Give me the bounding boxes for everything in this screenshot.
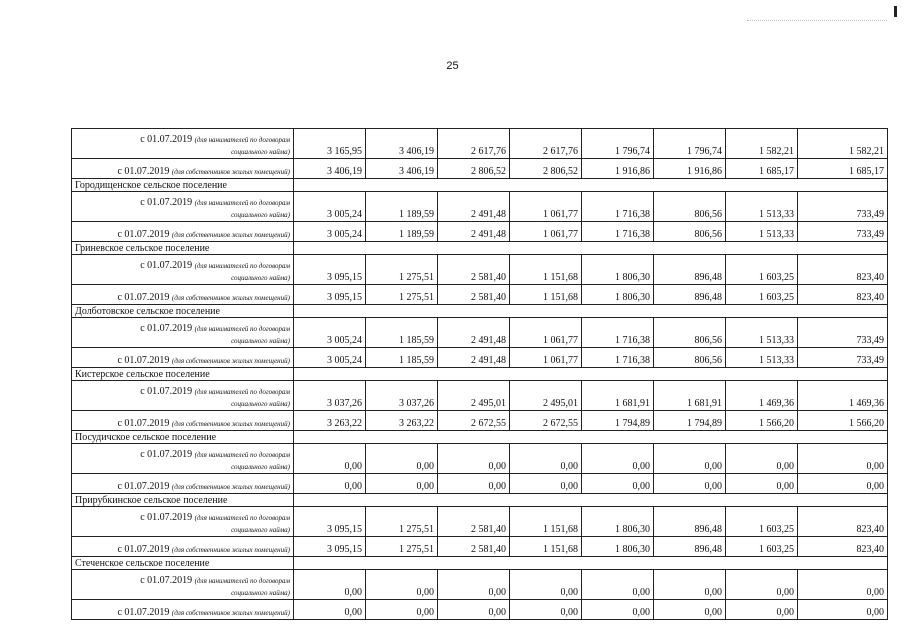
value-cell: 896,48 [654, 537, 726, 557]
value-cell: 0,00 [366, 444, 438, 474]
value-cell: 1 566,20 [726, 411, 798, 431]
value-cell: 2 581,40 [438, 537, 510, 557]
row-note: (для собственников жилых помещений) [171, 546, 290, 554]
row-note: (для собственников жилых помещений) [171, 168, 290, 176]
settlement-row-filler [294, 431, 888, 444]
settlement-name: Прирубкинское сельское поселение [72, 494, 294, 507]
value-cell: 2 617,76 [438, 129, 510, 159]
row-label-line1 [75, 197, 290, 209]
tariff-row [72, 444, 888, 474]
settlement-row-filler [294, 368, 888, 381]
value-cell: 1 275,51 [366, 537, 438, 557]
tariff-row [72, 474, 888, 494]
value-cell: 0,00 [798, 570, 888, 600]
value-cell: 1 189,59 [366, 192, 438, 222]
settlement-header-row [72, 368, 888, 381]
value-cell: 0,00 [582, 474, 654, 494]
value-cell: 823,40 [798, 537, 888, 557]
row-note: (для нанимателей по договорам [194, 325, 290, 333]
settlement-name: Гриневское сельское поселение [72, 242, 294, 255]
value-cell: 0,00 [582, 600, 654, 620]
value-cell: 0,00 [294, 600, 366, 620]
row-note: (для нанимателей по договорам [194, 262, 290, 270]
value-cell: 2 491,48 [438, 222, 510, 242]
row-label [72, 222, 294, 242]
value-cell: 3 406,19 [366, 159, 438, 179]
settlement-header-row [72, 242, 888, 255]
value-cell: 3 165,95 [294, 129, 366, 159]
row-label [72, 318, 294, 348]
value-cell: 896,48 [654, 285, 726, 305]
settlement-row-filler [294, 305, 888, 318]
value-cell: 3 037,26 [294, 381, 366, 411]
value-cell: 1 603,25 [726, 537, 798, 557]
row-note-line2: социального найма) [231, 337, 290, 345]
value-cell: 3 095,15 [294, 285, 366, 305]
value-cell: 3 005,24 [294, 318, 366, 348]
value-cell: 1 275,51 [366, 507, 438, 537]
value-cell: 1 151,68 [510, 507, 582, 537]
row-date: с 01.07.2019 [140, 323, 193, 334]
value-cell: 1 603,25 [726, 255, 798, 285]
value-cell: 2 617,76 [510, 129, 582, 159]
row-date: с 01.07.2019 [117, 166, 170, 177]
row-label-line1 [75, 575, 290, 587]
row-note: (для нанимателей по договорам [194, 451, 290, 459]
value-cell: 1 806,30 [582, 285, 654, 305]
value-cell: 1 275,51 [366, 285, 438, 305]
row-label [72, 507, 294, 537]
row-note: (для собственников жилых помещений) [171, 294, 290, 302]
value-cell: 2 581,40 [438, 255, 510, 285]
settlement-name: Посудичское сельское поселение [72, 431, 294, 444]
settlement-name: Городищенское сельское поселение [72, 179, 294, 192]
value-cell: 1 916,86 [582, 159, 654, 179]
value-cell: 0,00 [654, 600, 726, 620]
value-cell: 896,48 [654, 507, 726, 537]
value-cell: 1 716,38 [582, 222, 654, 242]
settlement-row-filler [294, 179, 888, 192]
value-cell: 2 806,52 [438, 159, 510, 179]
value-cell: 806,56 [654, 192, 726, 222]
value-cell: 0,00 [510, 600, 582, 620]
value-cell: 1 185,59 [366, 318, 438, 348]
tariff-row [72, 411, 888, 431]
value-cell: 2 806,52 [510, 159, 582, 179]
value-cell: 0,00 [582, 444, 654, 474]
tariff-table [71, 128, 888, 620]
tariff-table-body [72, 129, 888, 620]
tariff-row [72, 159, 888, 179]
value-cell: 806,56 [654, 222, 726, 242]
tariff-row [72, 600, 888, 620]
row-note-line2: социального найма) [231, 211, 290, 219]
row-label [72, 570, 294, 600]
value-cell: 0,00 [654, 444, 726, 474]
row-note-line2: социального найма) [231, 463, 290, 471]
row-label [72, 600, 294, 620]
row-date: с 01.07.2019 [117, 229, 170, 240]
value-cell: 3 263,22 [366, 411, 438, 431]
value-cell: 0,00 [798, 474, 888, 494]
row-note: (для нанимателей по договорам [194, 136, 290, 144]
value-cell: 733,49 [798, 222, 888, 242]
row-note-line2: социального найма) [231, 589, 290, 597]
value-cell: 1 513,33 [726, 318, 798, 348]
value-cell: 0,00 [654, 570, 726, 600]
value-cell: 0,00 [294, 474, 366, 494]
value-cell: 1 681,91 [654, 381, 726, 411]
value-cell: 3 037,26 [366, 381, 438, 411]
value-cell: 823,40 [798, 507, 888, 537]
tariff-row [72, 318, 888, 348]
row-label [72, 192, 294, 222]
row-label [72, 129, 294, 159]
value-cell: 0,00 [366, 570, 438, 600]
row-date: с 01.07.2019 [140, 449, 193, 460]
value-cell: 2 581,40 [438, 285, 510, 305]
row-note: (для нанимателей по договорам [194, 514, 290, 522]
row-date: с 01.07.2019 [140, 575, 193, 586]
tariff-row [72, 570, 888, 600]
value-cell: 2 491,48 [438, 192, 510, 222]
value-cell: 806,56 [654, 318, 726, 348]
settlement-name: Кистерское сельское поселение [72, 368, 294, 381]
value-cell: 733,49 [798, 348, 888, 368]
value-cell: 1 185,59 [366, 348, 438, 368]
settlement-name: Долботовское сельское поселение [72, 305, 294, 318]
value-cell: 0,00 [726, 600, 798, 620]
value-cell: 1 681,91 [582, 381, 654, 411]
row-note: (для собственников жилых помещений) [171, 609, 290, 617]
value-cell: 1 794,89 [654, 411, 726, 431]
row-label-line1 [75, 449, 290, 461]
value-cell: 1 916,86 [654, 159, 726, 179]
value-cell: 1 151,68 [510, 255, 582, 285]
settlement-header-row [72, 179, 888, 192]
tariff-row [72, 192, 888, 222]
value-cell: 0,00 [726, 570, 798, 600]
value-cell: 806,56 [654, 348, 726, 368]
value-cell: 1 513,33 [726, 348, 798, 368]
settlement-row-filler [294, 242, 888, 255]
row-date: с 01.07.2019 [140, 197, 193, 208]
value-cell: 0,00 [798, 444, 888, 474]
value-cell: 1 603,25 [726, 507, 798, 537]
row-label-line1 [75, 260, 290, 272]
value-cell: 1 716,38 [582, 192, 654, 222]
row-label-line1 [75, 386, 290, 398]
tariff-row [72, 255, 888, 285]
value-cell: 3 406,19 [294, 159, 366, 179]
row-label [72, 159, 294, 179]
tariff-row [72, 537, 888, 557]
value-cell: 0,00 [510, 474, 582, 494]
value-cell: 733,49 [798, 318, 888, 348]
row-date: с 01.07.2019 [117, 418, 170, 429]
value-cell: 3 005,24 [294, 222, 366, 242]
value-cell: 0,00 [726, 444, 798, 474]
value-cell: 1 806,30 [582, 507, 654, 537]
value-cell: 2 672,55 [510, 411, 582, 431]
value-cell: 823,40 [798, 285, 888, 305]
row-note-line2: социального найма) [231, 400, 290, 408]
value-cell: 3 095,15 [294, 255, 366, 285]
value-cell: 1 469,36 [726, 381, 798, 411]
row-label [72, 381, 294, 411]
value-cell: 1 582,21 [798, 129, 888, 159]
value-cell: 1 513,33 [726, 222, 798, 242]
value-cell: 1 796,74 [582, 129, 654, 159]
value-cell: 1 716,38 [582, 318, 654, 348]
row-label-line1 [75, 512, 290, 524]
row-note: (для нанимателей по договорам [194, 388, 290, 396]
settlement-header-row [72, 494, 888, 507]
value-cell: 0,00 [510, 444, 582, 474]
value-cell: 1 061,77 [510, 222, 582, 242]
value-cell: 1 796,74 [654, 129, 726, 159]
settlement-row-filler [294, 494, 888, 507]
row-note-line2: социального найма) [231, 148, 290, 156]
value-cell: 0,00 [366, 474, 438, 494]
value-cell: 1 061,77 [510, 348, 582, 368]
row-date: с 01.07.2019 [117, 355, 170, 366]
scan-mark [894, 6, 897, 17]
value-cell: 0,00 [438, 600, 510, 620]
row-label [72, 348, 294, 368]
value-cell: 1 716,38 [582, 348, 654, 368]
settlement-header-row [72, 557, 888, 570]
row-label [72, 537, 294, 557]
value-cell: 733,49 [798, 192, 888, 222]
settlement-row-filler [294, 557, 888, 570]
value-cell: 1 189,59 [366, 222, 438, 242]
row-label-line1 [75, 134, 290, 146]
value-cell: 1 061,77 [510, 192, 582, 222]
value-cell: 1 794,89 [582, 411, 654, 431]
row-label [72, 474, 294, 494]
value-cell: 0,00 [438, 570, 510, 600]
value-cell: 1 806,30 [582, 255, 654, 285]
row-label [72, 255, 294, 285]
value-cell: 2 495,01 [510, 381, 582, 411]
tariff-row [72, 381, 888, 411]
row-date: с 01.07.2019 [140, 260, 193, 271]
value-cell: 0,00 [798, 600, 888, 620]
row-note: (для собственников жилых помещений) [171, 420, 290, 428]
value-cell: 1 603,25 [726, 285, 798, 305]
value-cell: 0,00 [294, 570, 366, 600]
value-cell: 0,00 [654, 474, 726, 494]
value-cell: 0,00 [366, 600, 438, 620]
tariff-row [72, 129, 888, 159]
value-cell: 3 005,24 [294, 348, 366, 368]
value-cell: 3 095,15 [294, 537, 366, 557]
row-date: с 01.07.2019 [117, 544, 170, 555]
value-cell: 0,00 [438, 444, 510, 474]
value-cell: 0,00 [294, 444, 366, 474]
row-note: (для собственников жилых помещений) [171, 357, 290, 365]
value-cell: 1 151,68 [510, 537, 582, 557]
value-cell: 3 406,19 [366, 129, 438, 159]
row-date: с 01.07.2019 [117, 292, 170, 303]
value-cell: 0,00 [510, 570, 582, 600]
row-label [72, 411, 294, 431]
value-cell: 3 095,15 [294, 507, 366, 537]
row-date: с 01.07.2019 [140, 512, 193, 523]
value-cell: 2 491,48 [438, 318, 510, 348]
settlement-header-row [72, 305, 888, 318]
row-note: (для нанимателей по договорам [194, 577, 290, 585]
row-label [72, 444, 294, 474]
row-note-line2: социального найма) [231, 526, 290, 534]
tariff-row [72, 507, 888, 537]
value-cell: 2 672,55 [438, 411, 510, 431]
value-cell: 1 685,17 [798, 159, 888, 179]
value-cell: 1 469,36 [798, 381, 888, 411]
row-note-line2: социального найма) [231, 274, 290, 282]
row-date: с 01.07.2019 [117, 481, 170, 492]
value-cell: 2 491,48 [438, 348, 510, 368]
value-cell: 1 806,30 [582, 537, 654, 557]
value-cell: 3 263,22 [294, 411, 366, 431]
row-date: с 01.07.2019 [117, 607, 170, 618]
value-cell: 1 685,17 [726, 159, 798, 179]
value-cell: 2 581,40 [438, 507, 510, 537]
value-cell: 3 005,24 [294, 192, 366, 222]
row-note: (для собственников жилых помещений) [171, 483, 290, 491]
page-number: 25 [446, 60, 459, 72]
value-cell: 0,00 [582, 570, 654, 600]
row-note: (для собственников жилых помещений) [171, 231, 290, 239]
value-cell: 0,00 [438, 474, 510, 494]
value-cell: 1 275,51 [366, 255, 438, 285]
value-cell: 1 061,77 [510, 318, 582, 348]
row-label-line1 [75, 323, 290, 335]
value-cell: 1 513,33 [726, 192, 798, 222]
row-date: с 01.07.2019 [140, 134, 193, 145]
tariff-row [72, 285, 888, 305]
value-cell: 1 582,21 [726, 129, 798, 159]
value-cell: 1 151,68 [510, 285, 582, 305]
tariff-row [72, 348, 888, 368]
row-note: (для нанимателей по договорам [194, 199, 290, 207]
value-cell: 823,40 [798, 255, 888, 285]
value-cell: 0,00 [726, 474, 798, 494]
settlement-name: Стеченское сельское поселение [72, 557, 294, 570]
value-cell: 896,48 [654, 255, 726, 285]
row-date: с 01.07.2019 [140, 386, 193, 397]
tariff-row [72, 222, 888, 242]
scan-noise [747, 20, 887, 22]
row-label [72, 285, 294, 305]
value-cell: 1 566,20 [798, 411, 888, 431]
value-cell: 2 495,01 [438, 381, 510, 411]
settlement-header-row [72, 431, 888, 444]
